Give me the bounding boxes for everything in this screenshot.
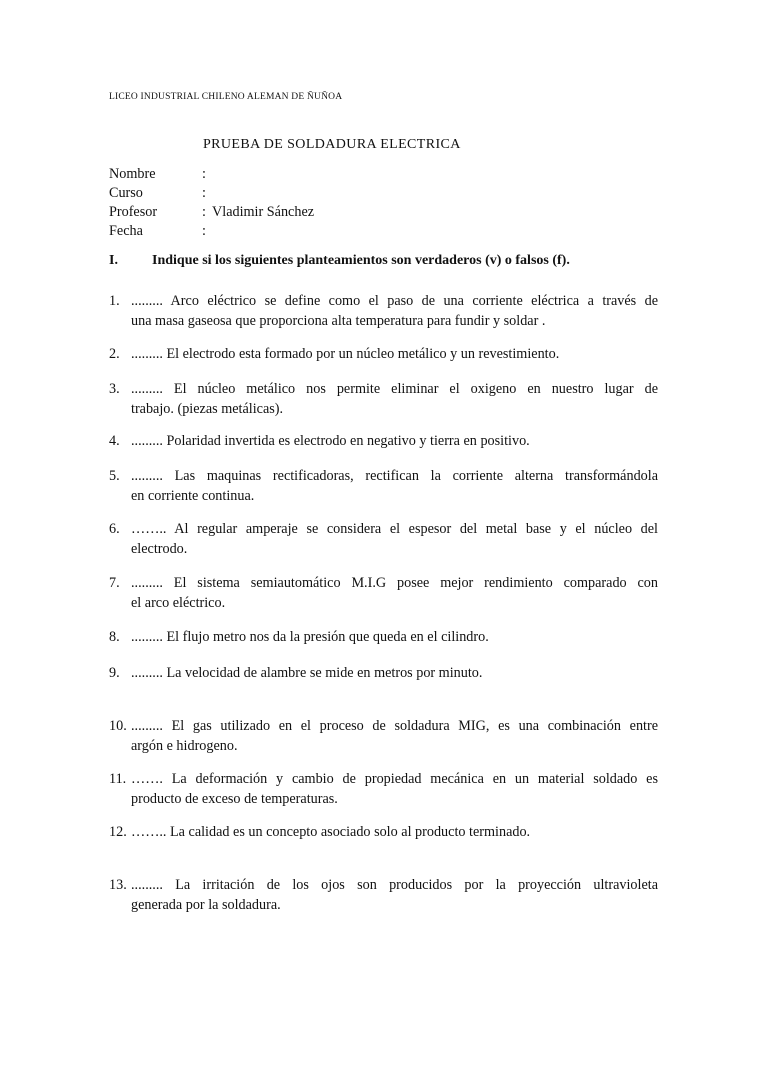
question-text: ......... Arco eléctrico se define como el paso de una corriente eléctrica a través de: [131, 293, 658, 309]
question-text: ......... Polaridad invertida es electrodo en negativo y tierra en positivo.: [131, 433, 530, 449]
question-text: ......... El sistema semiautomático M.I.G posee mejor rendimiento comparado con: [131, 575, 658, 591]
question-7: [109, 574, 658, 613]
question-number: 10.: [109, 718, 127, 734]
question-text-continued: una masa gaseosa que proporciona alta temperatura para fundir y soldar .: [131, 312, 546, 329]
question-text: ......... El electrodo esta formado por un núcleo metálico y un revestimiento.: [131, 346, 560, 362]
question-text-continued: producto de exceso de temperaturas.: [131, 790, 338, 807]
question-text: ......... La irritación de los ojos son producidos por la proyección ultravioleta: [131, 877, 658, 893]
curso-label: Curso: [109, 185, 143, 201]
nombre-colon: :: [202, 166, 206, 182]
question-text-continued: en corriente continua.: [131, 487, 255, 504]
question-text-continued: argón e hidrogeno.: [131, 737, 238, 754]
section-instruction: Indique si los siguientes planteamientos son verdaderos (v) o falsos (f).: [152, 253, 570, 268]
question-number: 5.: [109, 468, 120, 484]
question-text: ......... El núcleo metálico nos permite eliminar el oxigeno en nuestro lugar de: [131, 381, 658, 397]
info-row-fecha: [109, 222, 314, 241]
fecha-colon: :: [202, 223, 206, 239]
profesor-label: Profesor: [109, 204, 158, 220]
question-text: ......... El flujo metro nos da la presión que queda en el cilindro.: [131, 629, 489, 645]
question-number: 1.: [109, 293, 120, 309]
question-5: [109, 467, 658, 506]
fecha-label: Fecha: [109, 223, 143, 239]
question-13: [109, 876, 658, 915]
question-number: 11.: [109, 771, 127, 787]
info-row-profesor: [109, 203, 314, 222]
question-12: [109, 823, 658, 843]
question-11: [109, 770, 658, 809]
info-row-curso: [109, 184, 314, 203]
profesor-value: Vladimir Sánchez: [212, 204, 315, 220]
question-text: ......... Las maquinas rectificadoras, rectifican la corriente alterna transformándola: [131, 468, 658, 484]
question-text-continued: electrodo.: [131, 540, 188, 557]
question-text: …….. La calidad es un concepto asociado solo al producto terminado.: [131, 824, 531, 840]
question-number: 3.: [109, 381, 120, 397]
question-number: 8.: [109, 629, 120, 645]
question-text: …….. Al regular amperaje se considera el espesor del metal base y el núcleo del: [131, 521, 658, 537]
info-row-nombre: [109, 165, 314, 184]
question-text: ......... El gas utilizado en el proceso de soldadura MIG, es una combinación entre: [131, 718, 658, 734]
section-heading: [109, 253, 570, 269]
curso-colon: :: [202, 185, 206, 201]
question-2: [109, 345, 658, 365]
question-text-continued: el arco eléctrico.: [131, 594, 226, 611]
question-6: [109, 520, 658, 559]
question-text-continued: trabajo. (piezas metálicas).: [131, 400, 284, 417]
question-number: 6.: [109, 521, 120, 537]
student-info: [109, 165, 314, 241]
profesor-colon: :: [202, 204, 206, 220]
question-number: 2.: [109, 346, 120, 362]
nombre-label: Nombre: [109, 166, 156, 182]
question-4: [109, 432, 658, 452]
question-number: 9.: [109, 665, 120, 681]
question-number: 12.: [109, 824, 127, 840]
question-8: [109, 628, 658, 648]
question-number: 4.: [109, 433, 120, 449]
question-number: 7.: [109, 575, 120, 591]
section-number: I.: [109, 253, 118, 268]
question-number: 13.: [109, 877, 127, 893]
exam-title: PRUEBA DE SOLDADURA ELECTRICA: [203, 137, 461, 152]
question-text-continued: generada por la soldadura.: [131, 896, 281, 913]
question-10: [109, 717, 658, 756]
question-text: ……. La deformación y cambio de propiedad mecánica en un material soldado es: [131, 771, 658, 787]
question-text: ......... La velocidad de alambre se mide en metros por minuto.: [131, 665, 483, 681]
question-1: [109, 292, 658, 331]
question-9: [109, 664, 658, 684]
question-3: [109, 380, 658, 419]
school-name: LICEO INDUSTRIAL CHILENO ALEMAN DE ÑUÑOA: [109, 92, 343, 102]
